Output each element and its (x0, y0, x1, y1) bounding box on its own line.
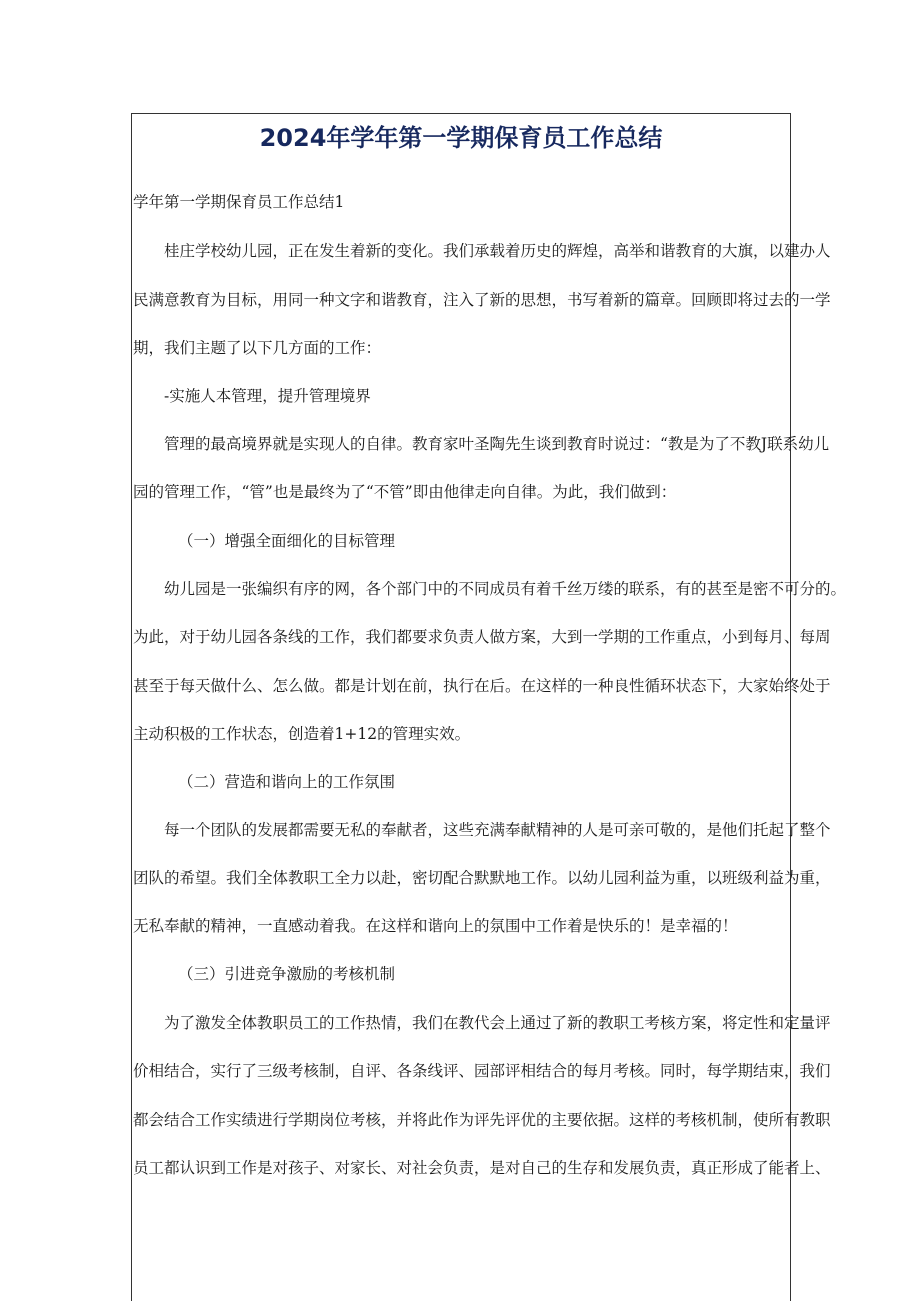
paragraph-line: 团队的希望。我们全体教职工全力以赴，密切配合默默地工作。以幼儿园利益为重，以班级利益为重， (133, 869, 831, 887)
paragraph-line: 幼儿园是一张编织有序的网，各个部门中的不同成员有着千丝万缕的联系，有的甚至是密不可分的。 (164, 580, 847, 598)
paragraph-line: 无私奉献的精神，一直感动着我。在这样和谐向上的氛围中工作着是快乐的！是幸福的！ (133, 917, 738, 935)
paragraph-line: 桂庄学校幼儿园，正在发生着新的变化。我们承载着历史的辉煌，高举和谐教育的大旗，以建办人 (164, 242, 831, 260)
paragraph-line: 价相结合，实行了三级考核制，自评、各条线评、园部评相结合的每月考核。同时，每学期结束，我们 (133, 1062, 831, 1080)
page-title: 2024年学年第一学期保育员工作总结 (259, 124, 663, 152)
subheading: （二）营造和谐向上的工作氛围 (178, 773, 396, 791)
subheading: （三）引进竞争激励的考核机制 (178, 965, 396, 983)
paragraph-line: 民满意教育为目标，用同一种文字和谐教育，注入了新的思想，书写着新的篇章。回顾即将过去的一学 (133, 291, 831, 309)
paragraph-line: 期，我们主题了以下几方面的工作： (133, 339, 382, 357)
paragraph-line: 管理的最高境界就是实现人的自律。教育家叶圣陶先生谈到教育时说过：“教是为了不教J联系幼儿 (164, 435, 830, 453)
paragraph-line: 主动积极的工作状态，创造着1+12的管理实效。 (133, 725, 471, 743)
paragraph-line: 都会结合工作实绩进行学期岗位考核，并将此作为评先评优的主要依据。这样的考核机制，使所有教职 (133, 1111, 831, 1129)
subheading: （一）增强全面细化的目标管理 (178, 532, 396, 550)
paragraph-line: 园的管理工作，“管”也是最终为了“不管”即由他律走向自律。为此，我们做到： (133, 483, 677, 501)
paragraph-line: 每一个团队的发展都需要无私的奉献者，这些充满奉献精神的人是可亲可敬的，是他们托起了整个 (164, 821, 831, 839)
paragraph-line: 甚至于每天做什么、怎么做。都是计划在前，执行在后。在这样的一种良性循环状态下，大家始终处于 (133, 677, 831, 695)
paragraph-line: 员工都认识到工作是对孩子、对家长、对社会负责，是对自己的生存和发展负责，真正形成了能者上、 (133, 1159, 831, 1177)
paragraph-line: 为此，对于幼儿园各条线的工作，我们都要求负责人做方案，大到一学期的工作重点，小到每月、每周 (133, 628, 831, 646)
section-heading: 学年第一学期保育员工作总结1 (133, 193, 345, 211)
paragraph-line: 为了激发全体教职员工的工作热情，我们在教代会上通过了新的教职工考核方案，将定性和定量评 (164, 1014, 831, 1032)
subheading: -实施人本管理，提升管理境界 (164, 387, 371, 405)
